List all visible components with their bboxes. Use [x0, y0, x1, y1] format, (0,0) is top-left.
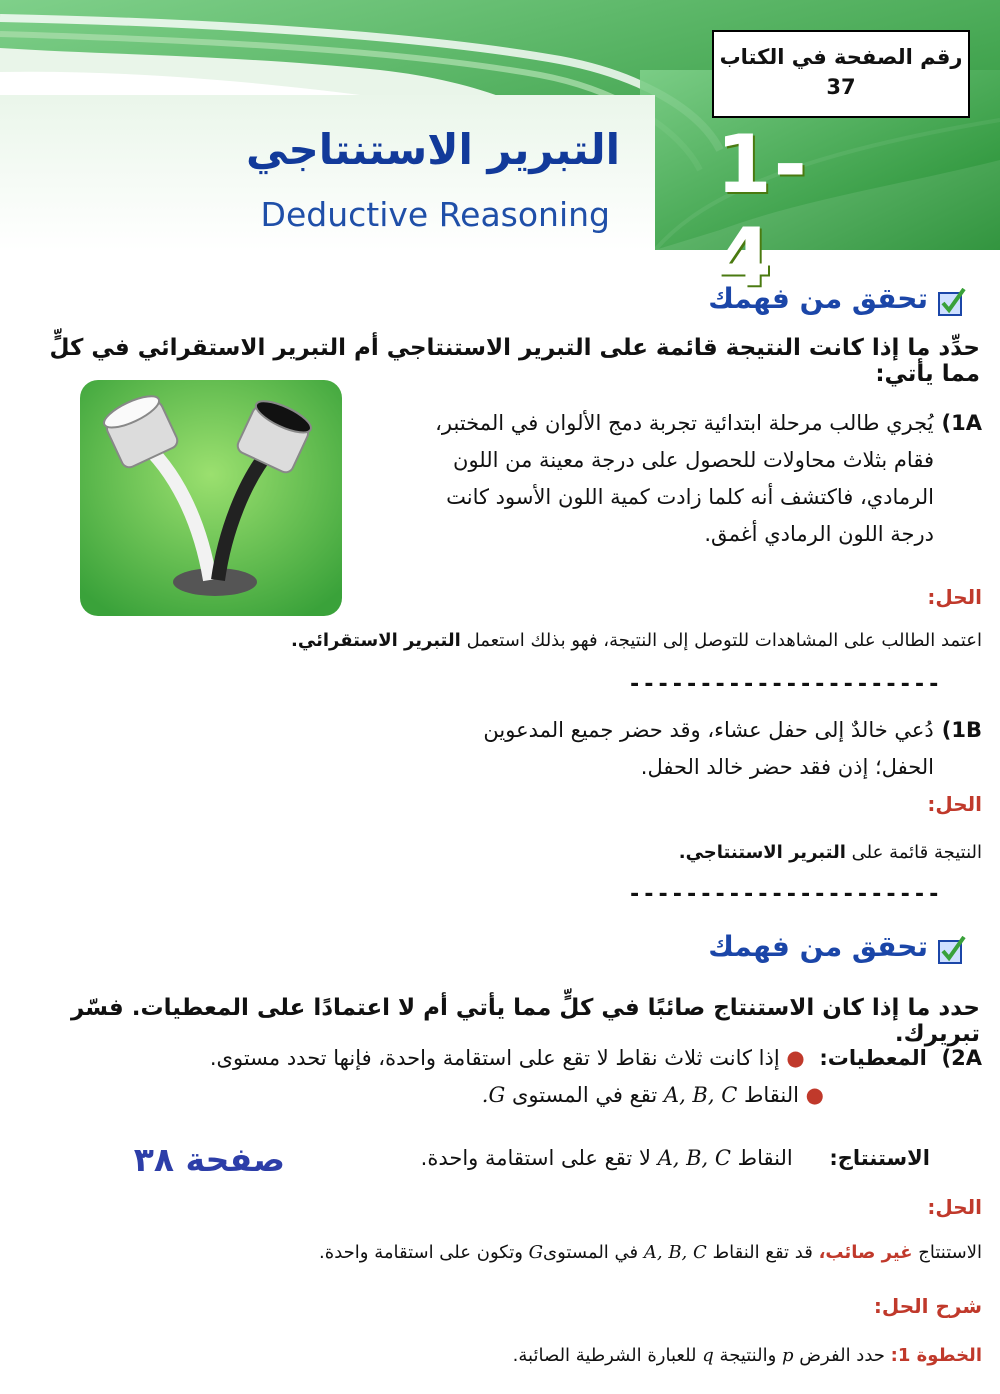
item-2a-given	[100, 1040, 982, 1114]
solution-1a-bold: التبرير الاستقرائي.	[291, 630, 461, 651]
item-1b	[400, 712, 982, 786]
item-1a-line-3: الرمادي، فاكتشف أنه كلما زادت كمية اللون الأسود كانت	[446, 485, 934, 509]
item-1a-line-4: درجة اللون الرمادي أغمق.	[704, 522, 934, 546]
checkmark-icon	[938, 936, 966, 964]
step-1-p: p	[782, 1345, 794, 1366]
solution-2a-mid: قد تقع النقاط	[712, 1242, 813, 1263]
page-note: صفحة ٣٨	[133, 1140, 285, 1179]
check-understanding-label: تحقق من فهمك	[708, 930, 928, 963]
solution-2a-post: وتكون على استقامة واحدة.	[319, 1242, 523, 1263]
solution-1b-text: النتيجة قائمة على	[851, 842, 982, 863]
solution-label-2a: الحل:	[927, 1195, 982, 1219]
given-2-pre: النقاط	[743, 1083, 799, 1107]
step-1	[20, 1345, 982, 1366]
item-2a-conclusion	[330, 1140, 930, 1177]
lesson-title-english: Deductive Reasoning	[260, 195, 610, 234]
given-2-plane: G.	[481, 1083, 506, 1107]
solution-2a-red: غير صائب،	[818, 1242, 913, 1263]
bullet-icon: ●	[786, 1046, 805, 1070]
solution-1b	[20, 842, 982, 863]
item-1b-number: 1B)	[941, 718, 982, 742]
solution-label-1b: الحل:	[927, 792, 982, 816]
book-page-reference-box	[712, 30, 970, 118]
check-understanding-label: تحقق من فهمك	[708, 282, 928, 315]
conclusion-label: الاستنتاج:	[829, 1146, 930, 1170]
given-1: إذا كانت ثلاث نقاط لا تقع على استقامة واحدة، فإنها تحدد مستوى.	[209, 1046, 780, 1070]
solution-2a-mid2: في المستوى	[543, 1242, 639, 1263]
step-1-label: الخطوة 1:	[890, 1345, 982, 1366]
explanation-label: شرح الحل:	[873, 1294, 982, 1318]
solution-label-1a: الحل:	[927, 585, 982, 609]
step-1-post: للعبارة الشرطية الصائبة.	[512, 1345, 697, 1366]
solution-2a-points: A, B, C	[643, 1242, 707, 1263]
solution-1b-bold: التبرير الاستنتاجي.	[678, 842, 846, 863]
lesson-number: 1-4	[716, 118, 809, 304]
item-1a-line-2: فقام بثلاث محاولات للحصول على درجة معينة من اللون	[453, 448, 934, 472]
item-1b-line-2: الحفل؛ إذن فقد حضر خالد الحفل.	[640, 755, 934, 779]
check-understanding-heading-2	[340, 930, 980, 970]
page-ref-number: 37	[826, 75, 856, 99]
solution-2a-plane: G	[528, 1242, 544, 1263]
step-1-q: q	[702, 1345, 714, 1366]
item-1a-line-1: يُجري طالب مرحلة ابتدائية تجربة دمج الألوان في المختبر،	[435, 411, 934, 435]
conclusion-pre: النقاط	[737, 1146, 793, 1170]
step-1-pre: حدد الفرض	[799, 1345, 885, 1366]
solution-1a	[20, 630, 982, 651]
solution-2a-pre: الاستنتاج	[918, 1242, 982, 1263]
instruction-2: حدد ما إذا كان الاستنتاج صائبًا في كلٍّ مما يأتي أم لا اعتمادًا على المعطيات. فسّر تبريرك.	[70, 995, 980, 1047]
given-label: المعطيات:	[819, 1046, 927, 1070]
check-understanding-heading-1	[340, 282, 980, 322]
instruction-1: حدِّد ما إذا كانت النتيجة قائمة على التبرير الاستنتاجي أم التبرير الاستقرائي في كلٍّ مما يأتي:	[49, 335, 980, 387]
paint-mixing-image	[80, 380, 342, 616]
given-2-points: A, B, C	[663, 1083, 738, 1107]
lesson-title-arabic: التبرير الاستنتاجي	[245, 125, 620, 174]
solution-1a-text: اعتمد الطالب على المشاهدات للتوصل إلى النتيجة، فهو بذلك استعمل	[466, 630, 982, 651]
separator-2: ----------------------	[628, 882, 942, 907]
item-1a	[370, 405, 982, 553]
bullet-icon: ●	[805, 1083, 824, 1107]
item-2a-number: 2A)	[941, 1046, 982, 1070]
item-1b-line-1: دُعي خالدٌ إلى حفل عشاء، وقد حضر جميع المدعوين	[483, 718, 934, 742]
checkmark-icon	[938, 288, 966, 316]
page-ref-label: رقم الصفحة في الكتاب	[719, 45, 963, 69]
item-1a-number: 1A)	[941, 411, 982, 435]
solution-2a	[20, 1242, 982, 1263]
separator-1: ----------------------	[628, 672, 942, 697]
given-2-post: تقع في المستوى	[511, 1083, 658, 1107]
step-1-mid: والنتيجة	[719, 1345, 777, 1366]
conclusion-post: لا تقع على استقامة واحدة.	[420, 1146, 651, 1170]
conclusion-points: A, B, C	[657, 1146, 731, 1170]
